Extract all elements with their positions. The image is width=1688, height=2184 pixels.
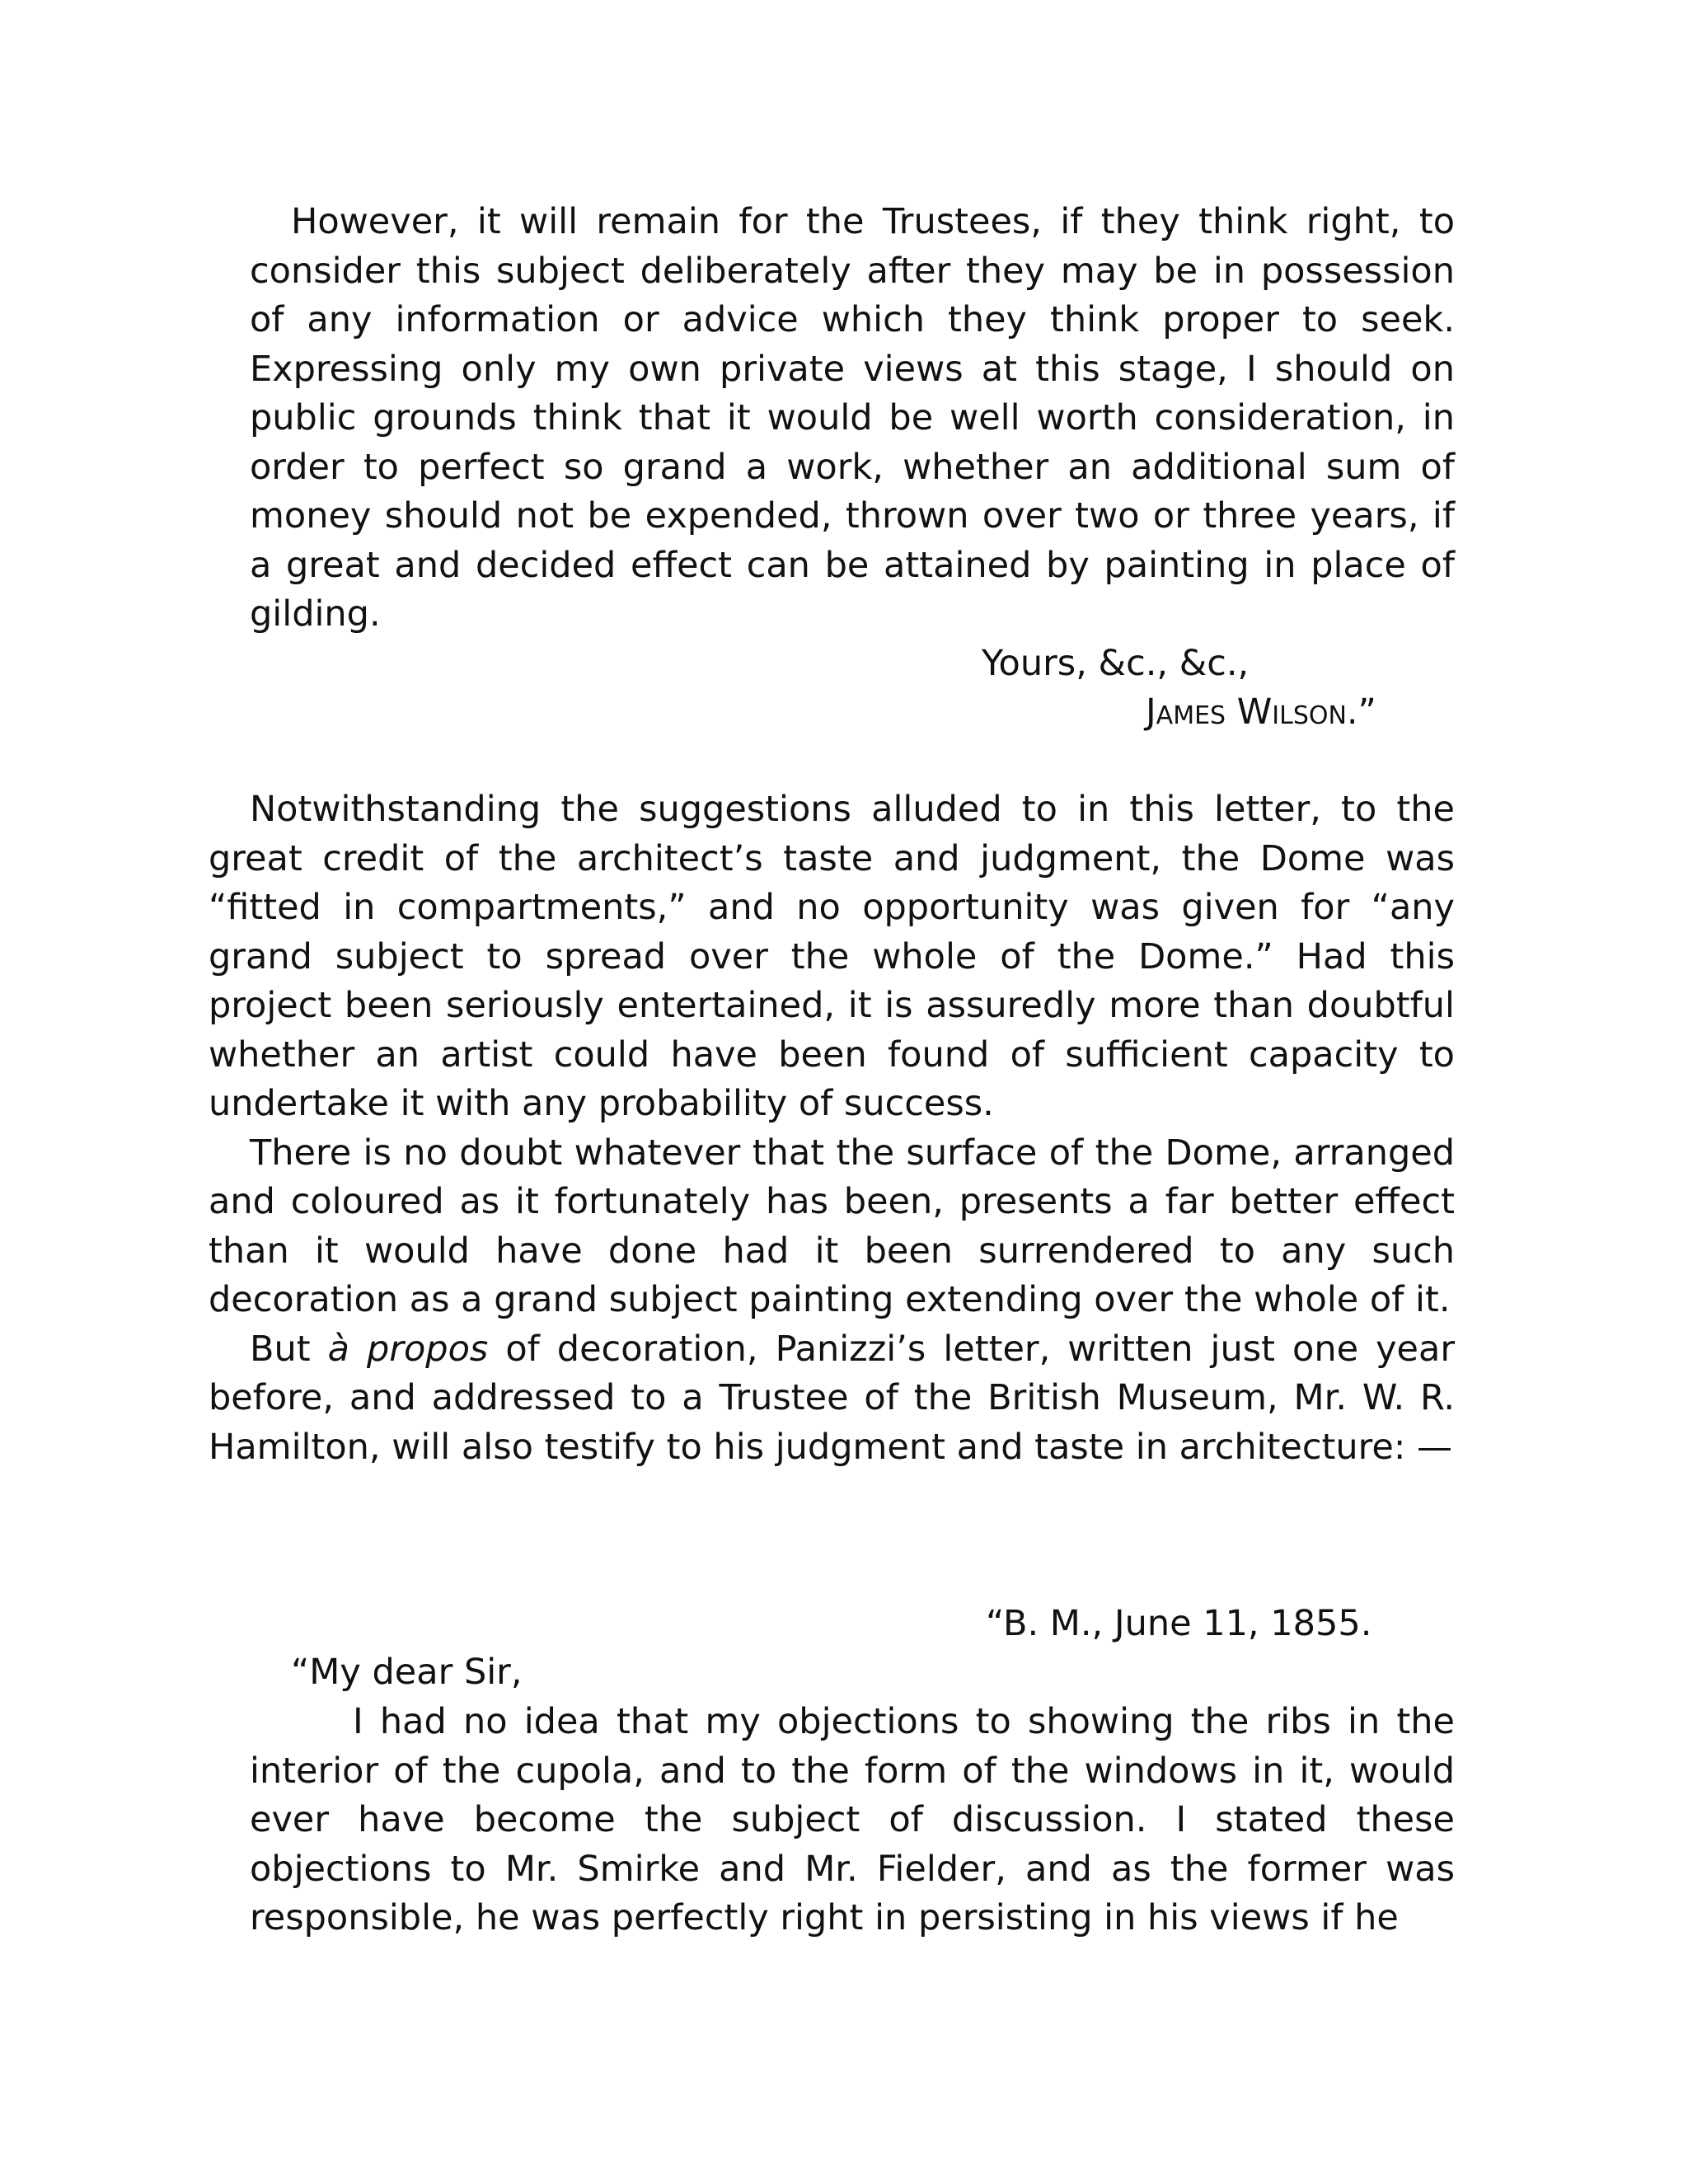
apropos-rest: of decoration, Panizzi’s letter, written just one year before, and addressed to a Trustee of the British Museum, Mr. W. R. Hamilton, will also testify to his judgment and taste in architecture: — [209, 1328, 1455, 1468]
paragraph-apropos [209, 1325, 1455, 1473]
letter-signature: James Wilson.” [1146, 691, 1376, 733]
apropos-lead: But [250, 1328, 328, 1370]
letter-salutation: “My dear Sir, [291, 1652, 523, 1693]
quoted-letter-block [250, 198, 1455, 738]
quoted-letter-paragraph: However, it will remain for the Trustees, if they think right, to consider this subject deliberately after they may be in possession of any information or advice which they think proper to seek. Expressing only my own private views at this stage, I should on public grounds think that it would be well worth consideration, in order to perfect so grand a work, whether an additional sum of money should not be expended, thrown over two or three years, if a great and decided effect can be attained by painting in place of gilding. [250, 201, 1455, 635]
body-text-block [209, 785, 1455, 1472]
letter-date: “B. M., June 11, 1855. [986, 1603, 1372, 1644]
paragraph-notwithstanding: Notwithstanding the suggestions alluded to in this letter, to the great credit of the architect’s taste and judgment, the Dome was “fitted in compartments,” and no opportunity was given for “any grand subject to spread over the whole of the Dome.” Had this project been seriously entertained, it is assuredly more than doubtful whether an artist could have been found of sufficient capacity to undertake it with any probability of success. [209, 789, 1455, 1124]
apropos-italic: à propos [327, 1328, 489, 1370]
panizzi-letter-block [250, 1698, 1455, 1943]
letter-closing: Yours, &c., &c., [982, 642, 1250, 684]
panizzi-letter-paragraph: I had no idea that my objections to showing the ribs in the interior of the cupola, and to the form of the windows in it, would ever have become the subject of discussion. I stated these objections to Mr. Smirke and Mr. Fielder, and as the former was responsible, he was perfectly right in persisting in his views if he [250, 1701, 1455, 1938]
paragraph-no-doubt: There is no doubt whatever that the surface of the Dome, arranged and coloured as it fortunately has been, presents a far better effect than it would have done had it been surrendered to any such decoration as a grand subject painting extending over the whole of it. [209, 1132, 1455, 1320]
